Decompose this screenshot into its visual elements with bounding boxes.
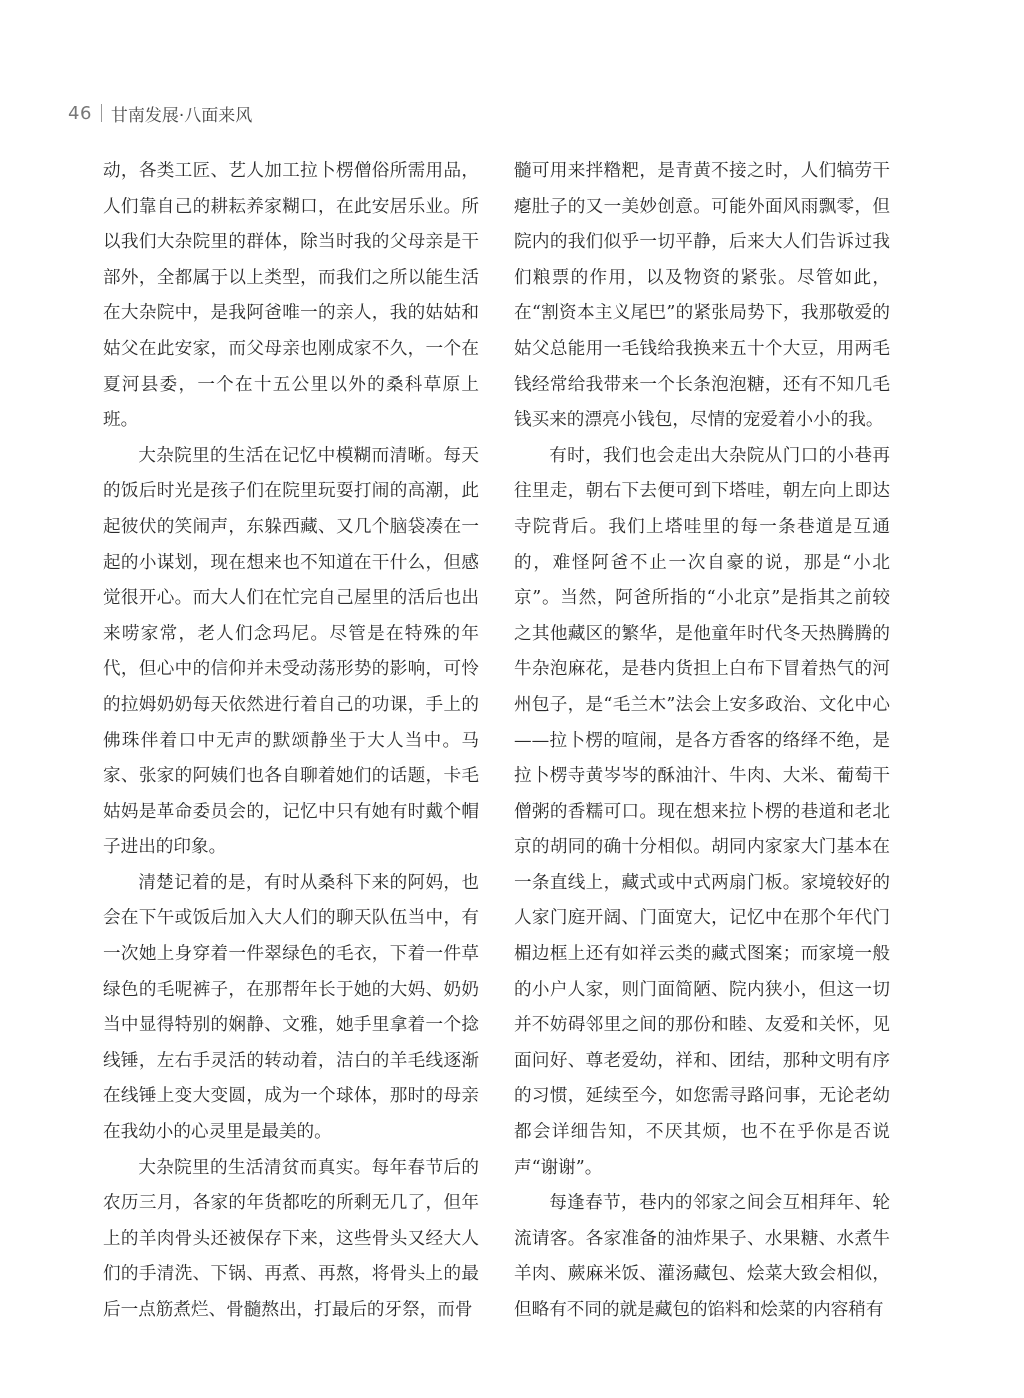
paragraph: 大杂院里的生活清贫而真实。每年春节后的农历三月，各家的年货都吃的所剩无几了，但年上的羊肉骨头还被保存下来，这些骨头又经大人们的手清洗、下锅、再煮、再熬，将骨头上的最后一点筋煮烂、骨髓熬出，打最后的牙祭，而骨 <box>103 1157 479 1320</box>
paragraph: 每逢春节，巷内的邻家之间会互相拜年、轮流请客。各家准备的油炸果子、水果糖、水煮牛羊肉、蕨麻米饭、灌汤藏包、烩菜大致会相似，但略有不同的就是藏包的馅料和烩菜的内容稍有 <box>514 1193 890 1320</box>
left-column <box>103 154 479 1329</box>
paragraph: 有时，我们也会走出大杂院从门口的小巷再往里走，朝右下去便可到下塔哇，朝左向上即达寺院背后。我们上塔哇里的每一条巷道是互通的，难怪阿爸不止一次自豪的说，那是“小北京”。当然，阿爸所指的“小北京”是指其之前较之其他藏区的繁华，是他童年时代冬天热腾腾的牛杂泡麻花，是巷内货担上白布下冒着热气的河州包子，是“毛兰木”法会上安多政治、文化中心——拉卜楞的喧闹，是各方香客的络绎不绝，是拉卜楞寺黄岑岑的酥油汁、牛肉、大米、葡萄干僧粥的香糯可口。现在想来拉卜楞的巷道和老北京的胡同的确十分相似。胡同内家家大门基本在一条直线上，藏式或中式两扇门板。家境较好的人家门庭开阔、门面宽大，记忆中在那个年代门楣边框上还有如祥云类的藏式图案；而家境一般的小户人家，则门面简陋、院内狭小，但这一切并不妨碍邻里之间的那份和睦、友爱和关怀，见面问好、尊老爱幼，祥和、团结，那种文明有序的习惯，延续至今，如您需寻路问事，无论老幼都会详细告知，不厌其烦，也不在乎你是否说声“谢谢”。 <box>514 445 890 1178</box>
paragraph: 大杂院里的生活在记忆中模糊而清晰。每天的饭后时光是孩子们在院里玩耍打闹的高潮，此起彼伏的笑闹声，东躲西藏、又几个脑袋凑在一起的小谋划，现在想来也不知道在干什么，但感觉很开心。而大人们在忙完自己屋里的活后也出来唠家常，老人们念玛尼。尽管是在特殊的年代，但心中的信仰并未受动荡形势的影响，可怜的拉姆奶奶每天依然进行着自己的功课，手上的佛珠伴着口中无声的默颂静坐于大人当中。马家、张家的阿姨们也各自聊着她们的话题，卡毛姑妈是革命委员会的，记忆中只有她有时戴个帽子进出的印象。 <box>103 445 479 858</box>
paragraph: 动，各类工匠、艺人加工拉卜楞僧俗所需用品，人们靠自己的耕耘养家糊口，在此安居乐业。所以我们大杂院里的群体，除当时我的父母亲是干部外，全都属于以上类型，而我们之所以能生活在大杂院中，是我阿爸唯一的亲人，我的姑姑和姑父在此安家，而父母亲也刚成家不久，一个在夏河县委，一个在十五公里以外的桑科草原上班。 <box>103 161 479 431</box>
page-header <box>68 101 252 125</box>
paragraph: 清楚记着的是，有时从桑科下来的阿妈，也会在下午或饭后加入大人们的聊天队伍当中，有一次她上身穿着一件翠绿色的毛衣，下着一件草绿色的毛呢裤子，在那帮年长于她的大妈、奶奶当中显得特别的娴静、文雅，她手里拿着一个捻线锤，左右手灵活的转动着，洁白的羊毛线逐渐在线锤上变大变圆，成为一个球体，那时的母亲在我幼小的心灵里是最美的。 <box>103 872 479 1143</box>
section-title: 甘南发展·八面来风 <box>110 105 253 126</box>
paragraph: 髓可用来拌糌粑，是青黄不接之时，人们犒劳干瘪肚子的又一美妙创意。可能外面风雨飘零，但院内的我们似乎一切平静，后来大人们告诉过我们粮票的作用，以及物资的紧张。尽管如此，在“割资本主义尾巴”的紧张局势下，我那敬爱的姑父总能用一毛钱给我换来五十个大豆，用两毛钱经常给我带来一个长条泡泡糖，还有不知几毛钱买来的漂亮小钱包，尽情的宠爱着小小的我。 <box>514 161 890 431</box>
right-column <box>514 154 890 1329</box>
header-divider <box>101 104 102 122</box>
page-number: 46 <box>68 102 92 124</box>
